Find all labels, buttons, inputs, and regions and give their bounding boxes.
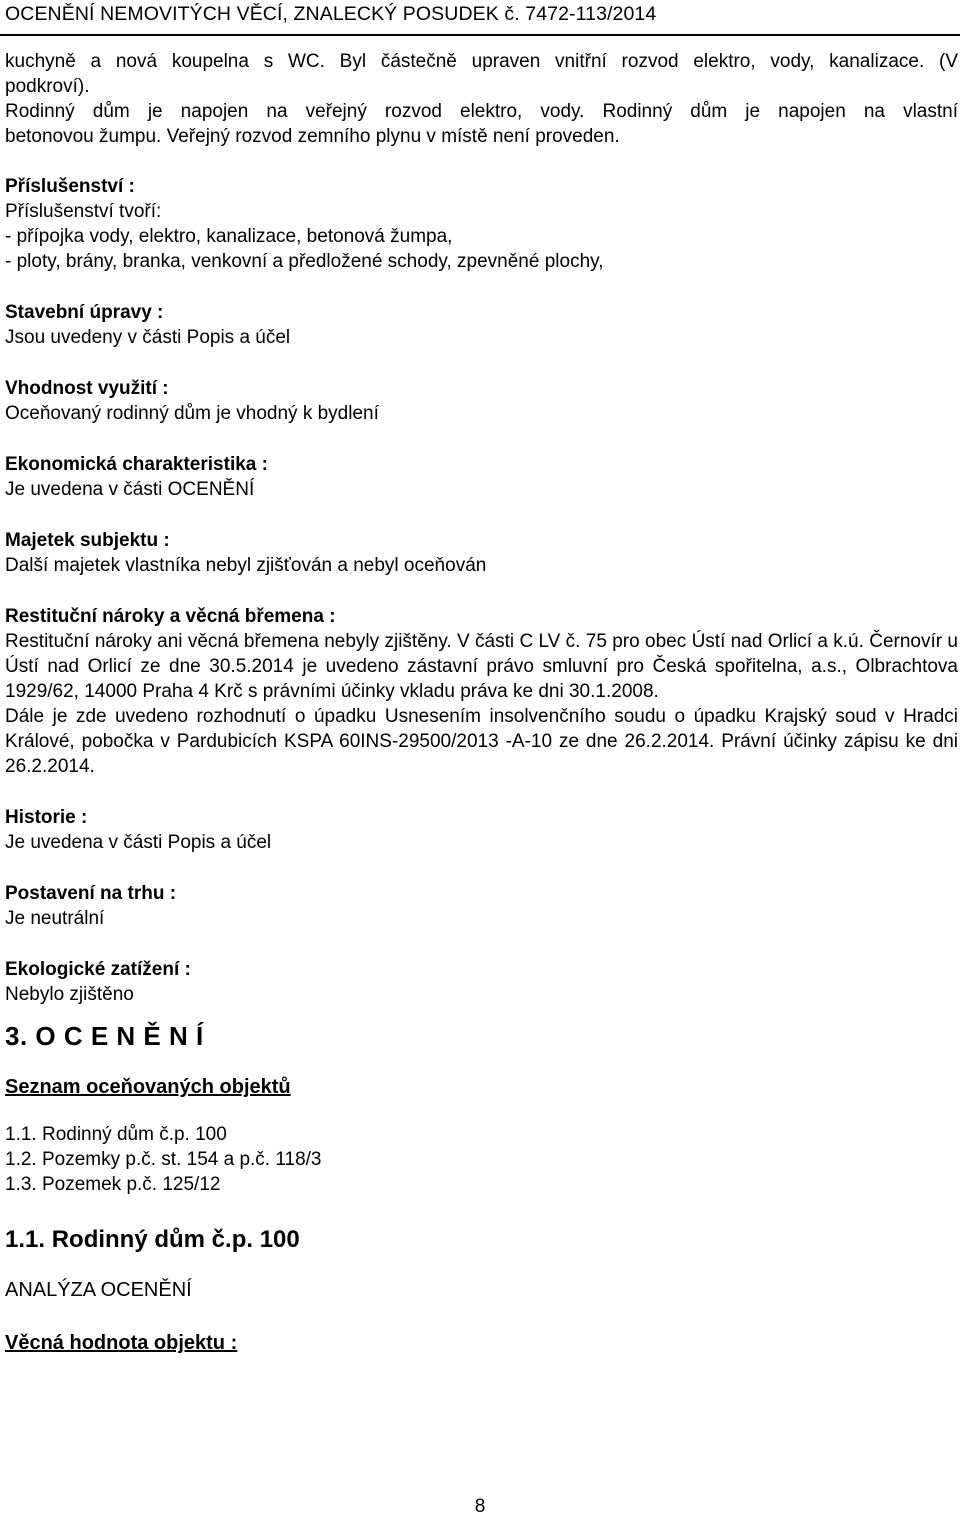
intro-line-1: kuchyně a nová koupelna s WC. Byl částečně upraven vnitřní rozvod elektro, vody, kanalizace. (V [5, 51, 958, 72]
intro-paragraph [5, 49, 958, 149]
section-ekologicke [5, 957, 958, 1007]
section-restitucni [5, 604, 958, 779]
section-heading: Historie : [5, 807, 88, 828]
section-text: Další majetek vlastníka nebyl zjišťován a nebyl oceňován [5, 555, 487, 576]
intro-line-2: podkroví). [5, 76, 90, 97]
intro-line-4: betonovou žumpu. Veřejný rozvod zemního plynu v místě není proveden. [5, 126, 620, 147]
section-text: Jsou uvedeny v části Popis a účel [5, 327, 291, 348]
section-heading: Vhodnost využití : [5, 378, 169, 399]
analyza-heading: ANALÝZA OCENĚNÍ [5, 1279, 192, 1301]
section-text: Restituční nároky ani věcná břemena nebyly zjištěny. V části C LV č. 75 pro obec Ústí nad Orlicí a k.ú. Černovír u Ústí nad Orlicí ze dne 30.5.2014 je uvedeno zástavní právo smluvní pro Česká spořitelna, a.s., Olbrachtova 1929/62, 14000 Praha 4 Krč s právními účinky vkladu práva ke dni 30.1.2008. [5, 631, 958, 702]
list-item: 1.2. Pozemky p.č. st. 154 a p.č. 118/3 [5, 1149, 322, 1170]
section-text: Dále je zde uvedeno rozhodnutí o úpadku Usnesením insolvenčního soudu o úpadku Krajský soud v Hradci Králové, pobočka v Pardubicích KSPA 60INS-29500/2013 -A-10 ze dne 26.2.2014. Právní účinky zápisu ke dni 26.2.2014. [5, 706, 958, 777]
section-prislusenstvi [5, 174, 958, 274]
oceneni-heading: 3. O C E N Ě N Í [5, 1021, 204, 1051]
section-text: - přípojka vody, elektro, kanalizace, betonová žumpa, [5, 226, 453, 247]
section-text: Je uvedena v části Popis a účel [5, 832, 272, 853]
section-ekonomicka [5, 452, 958, 502]
section-text: Příslušenství tvoří: [5, 201, 162, 222]
section-text: - ploty, brány, branka, venkovní a předložené schody, zpevněné plochy, [5, 251, 604, 272]
section-heading: Stavební úpravy : [5, 302, 164, 323]
section-text: Nebylo zjištěno [5, 984, 134, 1005]
list-item: 1.3. Pozemek p.č. 125/12 [5, 1174, 221, 1195]
page-number: 8 [474, 1496, 486, 1517]
section-stavebni-upravy [5, 300, 958, 350]
section-postaveni [5, 881, 958, 931]
section-majetek [5, 528, 958, 578]
section-heading: Ekologické zatížení : [5, 959, 191, 980]
vecna-hodnota-heading: Věcná hodnota objektu : [5, 1332, 238, 1354]
section-heading: Ekonomická charakteristika : [5, 454, 268, 475]
list-item: 1.1. Rodinný dům č.p. 100 [5, 1124, 227, 1145]
section-historie [5, 805, 958, 855]
intro-line-3: Rodinný dům je napojen na veřejný rozvod elektro, vody. Rodinný dům je napojen na vlastní [5, 101, 958, 122]
object-heading: 1.1. Rodinný dům č.p. 100 [5, 1226, 300, 1253]
object-list [5, 1122, 958, 1197]
section-heading: Restituční nároky a věcná břemena : [5, 606, 336, 627]
section-heading: Majetek subjektu : [5, 530, 170, 551]
section-text: Je uvedena v části OCENĚNÍ [5, 479, 255, 500]
seznam-heading: Seznam oceňovaných objektů [5, 1076, 291, 1098]
section-text: Je neutrální [5, 908, 105, 929]
section-heading: Postavení na trhu : [5, 883, 177, 904]
page-header-title: OCENĚNÍ NEMOVITÝCH VĚCÍ, ZNALECKÝ POSUDEK č. 7472-113/2014 [5, 3, 657, 25]
document-body [5, 49, 958, 1358]
section-text: Oceňovaný rodinný dům je vhodný k bydlení [5, 403, 379, 424]
section-vhodnost [5, 376, 958, 426]
header-divider [0, 34, 960, 36]
section-heading: Příslušenství : [5, 176, 135, 197]
